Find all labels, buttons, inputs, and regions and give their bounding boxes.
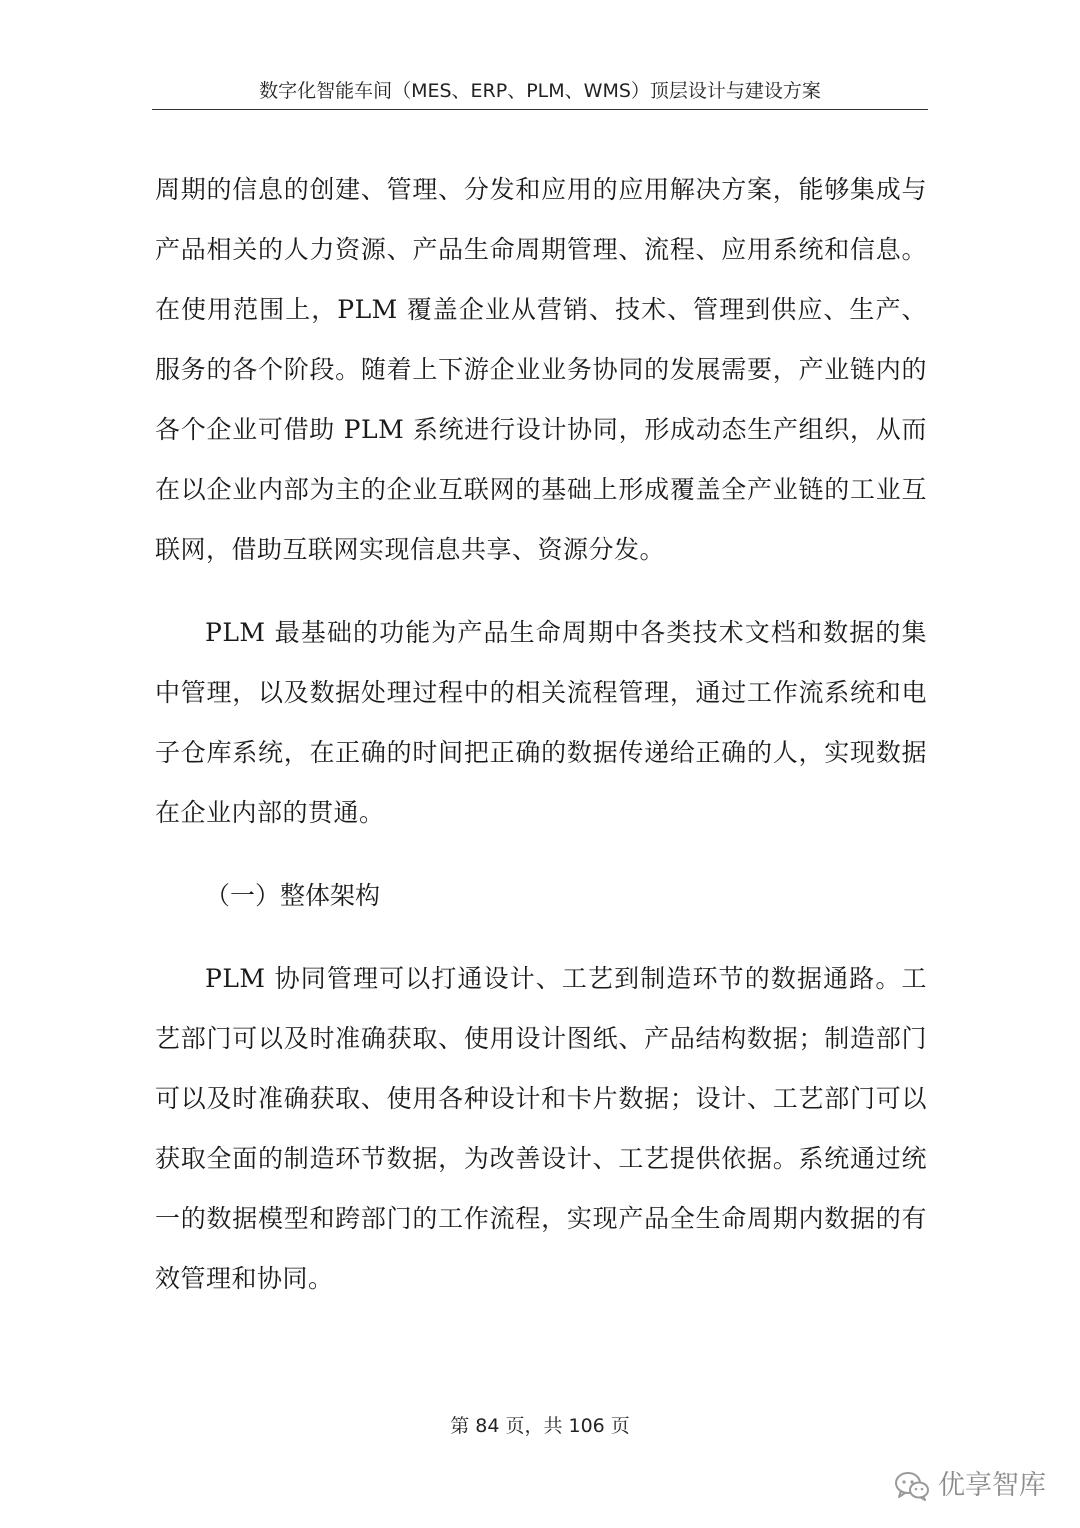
- wechat-icon: [894, 1471, 930, 1501]
- running-header: 数字化智能车间（MES、ERP、PLM、WMS）顶层设计与建设方案: [259, 80, 821, 102]
- watermark: [894, 1466, 1046, 1506]
- section-heading: （一）整体架构: [205, 881, 381, 910]
- watermark-text: 优享智库: [938, 1470, 1046, 1501]
- body-paragraph-3: PLM 协同管理可以打通设计、工艺到制造环节的数据通路。工艺部门可以及时准确获取、使用设计图纸、产品结构数据；制造部门可以及时准确获取、使用各种设计和卡片数据；设计、工艺部门可以获取全面的制造环节数据，为改善设计、工艺提供依据。系统通过统一的数据模型和跨部门的工作流程，实现产品全生命周期内数据的有效管理和协同。: [155, 964, 927, 1293]
- header-rule: [152, 109, 928, 110]
- document-body: [155, 160, 927, 1309]
- page-number: 第 84 页，共 106 页: [450, 1415, 630, 1437]
- body-paragraph-2: PLM 最基础的功能为产品生命周期中各类技术文档和数据的集中管理，以及数据处理过程中的相关流程管理，通过工作流系统和电子仓库系统，在正确的时间把正确的数据传递给正确的人，实现数据在企业内部的贯通。: [155, 618, 927, 827]
- body-paragraph-1: 周期的信息的创建、管理、分发和应用的应用解决方案，能够集成与产品相关的人力资源、产品生命周期管理、流程、应用系统和信息。在使用范围上，PLM 覆盖企业从营销、技术、管理到供应、生产、服务的各个阶段。随着上下游企业业务协同的发展需要，产业链内的各个企业可借助 PLM 系统进行设计协同，形成动态生产组织，从而在以企业内部为主的企业互联网的基础上形成覆盖全产业链的工业互联网，借助互联网实现信息共享、资源分发。: [155, 175, 927, 564]
